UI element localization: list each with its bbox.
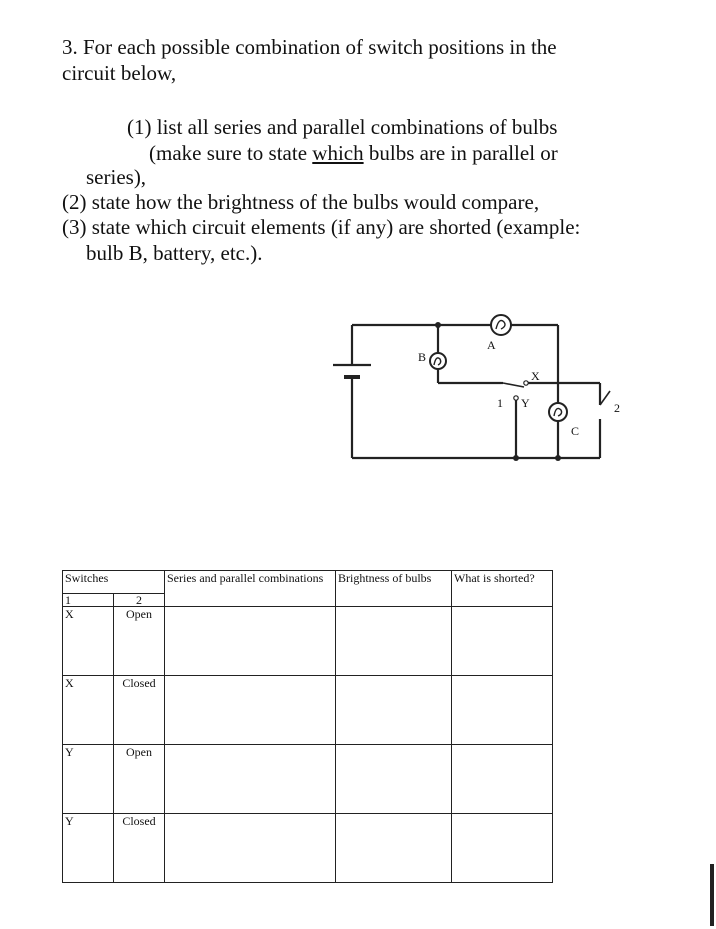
header-switches: Switches [63, 571, 165, 594]
header-shorted: What is shorted? [452, 571, 553, 607]
instruction-1c: series), [86, 165, 147, 189]
subheader-switch-2: 2 [114, 594, 165, 607]
switch-1-value: Y [63, 814, 114, 883]
instruction-2: (2) state how the brightness of the bulbs would compare, [62, 190, 540, 214]
table-row [63, 745, 553, 814]
switch-2-value: Closed [114, 814, 165, 883]
label-b: B [418, 350, 427, 364]
question-line-2: circuit below, [62, 61, 177, 85]
label-y: Y [521, 396, 530, 410]
answer-cell-shorted[interactable] [452, 676, 553, 745]
answer-cell-brightness[interactable] [336, 814, 452, 883]
label-switch-1: 1 [497, 396, 503, 410]
bulb-c [549, 403, 567, 421]
switch-1-value: Y [63, 745, 114, 814]
header-series: Series and parallel combinations [165, 571, 336, 607]
answer-cell-shorted[interactable] [452, 745, 553, 814]
answer-cell-series[interactable] [165, 814, 336, 883]
subheader-switch-1: 1 [63, 594, 114, 607]
switch-2-value: Open [114, 745, 165, 814]
answer-cell-shorted[interactable] [452, 607, 553, 676]
answer-cell-series[interactable] [165, 745, 336, 814]
answer-table [62, 570, 553, 883]
label-a: A [487, 338, 496, 352]
instruction-1a: (1) list all series and parallel combinations of bulbs [127, 115, 558, 139]
label-switch-2: 2 [614, 401, 620, 415]
scroll-edge-bar [710, 864, 714, 926]
switch-2-value: Open [114, 607, 165, 676]
bulb-a [491, 315, 511, 335]
bulb-b [430, 353, 446, 369]
underlined-word: which [312, 141, 364, 165]
label-c: C [571, 424, 580, 438]
answer-cell-shorted[interactable] [452, 814, 553, 883]
instruction-1b: (make sure to state which bulbs are in parallel or [149, 141, 558, 165]
answer-cell-brightness[interactable] [336, 745, 452, 814]
answer-cell-brightness[interactable] [336, 676, 452, 745]
contact-y-terminal [514, 396, 518, 400]
switch-1-lever[interactable] [503, 383, 524, 387]
label-x: X [531, 369, 540, 383]
table-row [63, 676, 553, 745]
header-brightness: Brightness of bulbs [336, 571, 452, 607]
switch-2-value: Closed [114, 676, 165, 745]
switch-1-value: X [63, 676, 114, 745]
switch-2-lever[interactable] [600, 391, 610, 405]
answer-cell-brightness[interactable] [336, 607, 452, 676]
instruction-3b: bulb B, battery, etc.). [86, 241, 263, 265]
contact-x-terminal [524, 381, 528, 385]
answer-cell-series[interactable] [165, 676, 336, 745]
circuit-diagram [325, 305, 625, 470]
table-row [63, 814, 553, 883]
instruction-3a: (3) state which circuit elements (if any) are shorted (example: [62, 215, 581, 239]
question-line-1: 3. For each possible combination of switch positions in the [62, 35, 557, 59]
switch-1-value: X [63, 607, 114, 676]
answer-cell-series[interactable] [165, 607, 336, 676]
table-row [63, 607, 553, 676]
